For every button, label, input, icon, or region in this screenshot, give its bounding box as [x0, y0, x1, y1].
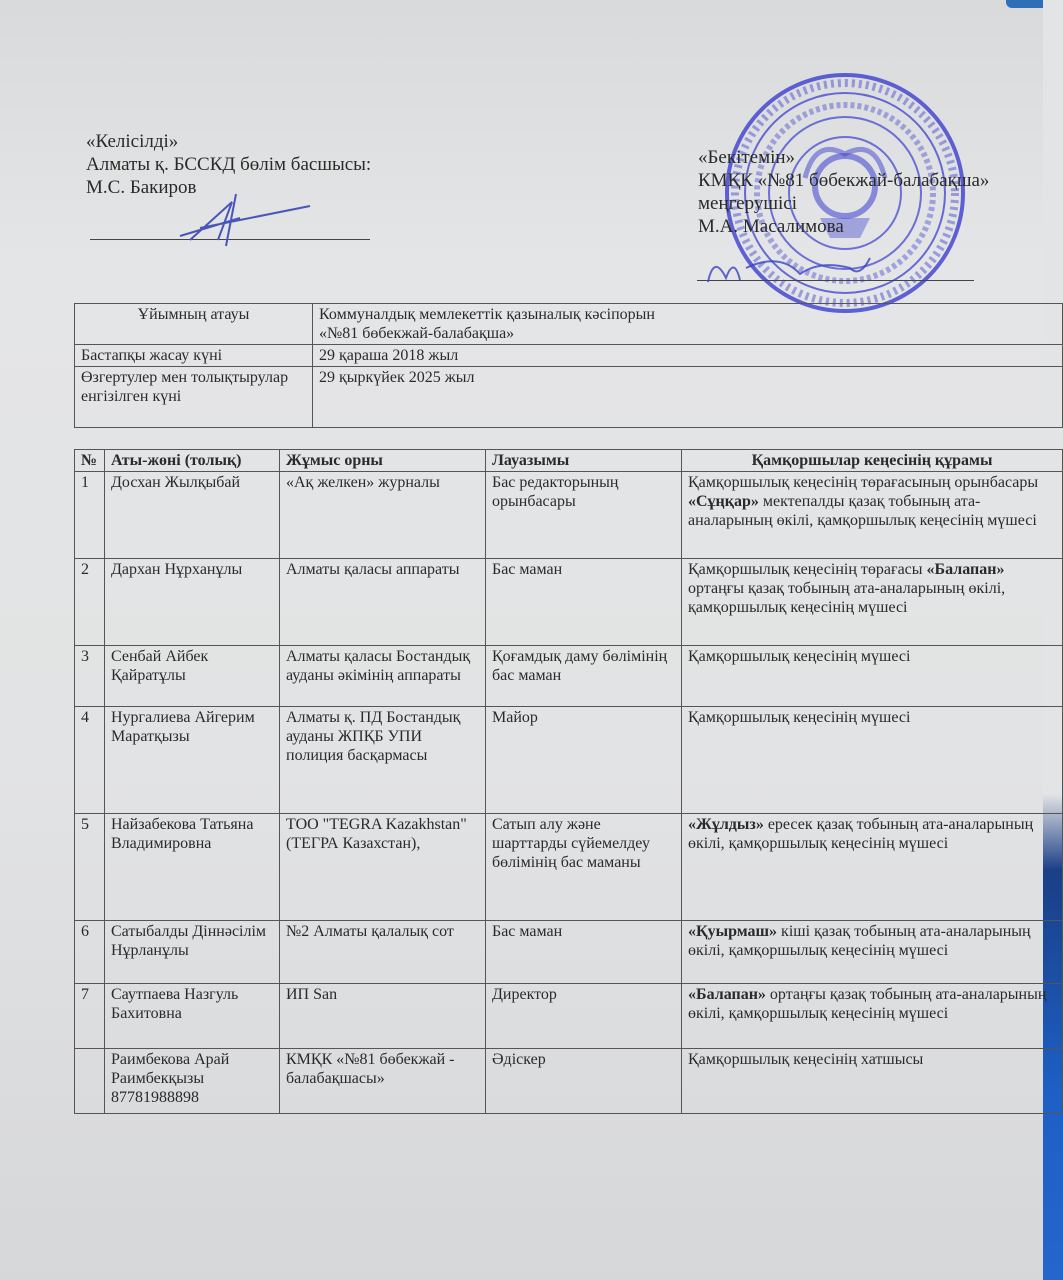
member-number: 4 — [75, 707, 105, 814]
member-workplace: №2 Алматы қалалық сот — [280, 921, 486, 984]
member-board-role — [682, 707, 1063, 814]
table-row — [75, 921, 1063, 984]
organization-info-table — [74, 303, 1063, 428]
member-workplace: Алматы қ. ПД Бостандық ауданы ЖПҚБ УПИ полиция басқармасы — [280, 707, 486, 814]
member-position: Бас маман — [486, 559, 682, 646]
member-position: Директор — [486, 984, 682, 1049]
member-name: Раимбекова Арай Раимбекқызы 87781988898 — [105, 1049, 280, 1114]
role-text: кіші қазақ тобының ата-аналарының өкілі, қамқоршылық кеңесінің мүшесі — [688, 923, 1031, 959]
member-name: Нургалиева Айгерим Маратқызы — [105, 707, 280, 814]
member-number: 2 — [75, 559, 105, 646]
member-workplace: ТОО "TEGRA Kazakhstan" (ТЕГРА Казахстан), — [280, 814, 486, 921]
table-row — [75, 367, 1063, 428]
role-text: ересек қазақ тобының ата-аналарының өкілі, қамқоршылық кеңесінің мүшесі — [688, 816, 1034, 852]
role-bold-middle: «Сұңқар» — [688, 493, 759, 510]
changed-value: 29 қыркүйек 2025 жыл — [313, 367, 1063, 428]
member-workplace: ИП San — [280, 984, 486, 1049]
member-name: Сенбай Айбек Қайратұлы — [105, 646, 280, 707]
table-row — [75, 646, 1063, 707]
member-position: Бас маман — [486, 921, 682, 984]
role-prefix: Қамқоршылық кеңесінің төрағасының орынбасары — [688, 474, 1039, 491]
role-bold-prefix: «Балапан» — [688, 986, 766, 1003]
member-number — [75, 1049, 105, 1114]
member-workplace: КМҚК «№81 бөбекжай - балабақшасы» — [280, 1049, 486, 1114]
role-text: ортаңғы қазақ тобының ата-аналарының өкілі, қамқоршылық кеңесінің мүшесі — [688, 986, 1047, 1022]
member-board-role — [682, 472, 1063, 559]
created-label: Бастапқы жасау күні — [75, 345, 313, 367]
table-row — [75, 304, 1063, 345]
org-value — [313, 304, 1063, 345]
member-position: Қоғамдық даму бөлімінің бас маман — [486, 646, 682, 707]
table-header-row — [75, 450, 1063, 472]
table-row — [75, 707, 1063, 814]
members-table-body — [75, 472, 1063, 1114]
role-text: ортаңғы қазақ тобының ата-аналарының өкілі, қамқоршылық кеңесінің мүшесі — [688, 580, 1006, 616]
approval-right-title: «Бекітемін» — [698, 147, 796, 168]
member-name: Дархан Нұрханұлы — [105, 559, 280, 646]
table-row — [75, 559, 1063, 646]
member-position: Сатып алу және шарттарды сүйемелдеу бөлімінің бас маманы — [486, 814, 682, 921]
member-board-role — [682, 1049, 1063, 1114]
approval-right-name: М.А. Масалимова — [698, 216, 844, 237]
member-name: Саутпаева Назгуль Бахитовна — [105, 984, 280, 1049]
member-number: 1 — [75, 472, 105, 559]
role-bold-middle: «Балапан» — [926, 561, 1005, 578]
member-name: Сатыбалды Діннәсілім Нұрланұлы — [105, 921, 280, 984]
org-label: Ұйымның атауы — [75, 304, 313, 345]
role-prefix: Қамқоршылық кеңесінің төрағасы — [688, 561, 927, 578]
role-text: Қамқоршылық кеңесінің хатшысы — [688, 1051, 924, 1068]
approval-right-organization: КМҚК «№81 бөбекжай-балабақша» — [698, 170, 990, 191]
member-board-role — [682, 984, 1063, 1049]
approval-left-title: «Келісілді» — [86, 131, 179, 152]
member-board-role — [682, 646, 1063, 707]
role-text: Қамқоршылық кеңесінің мүшесі — [688, 709, 911, 726]
header-number: № — [75, 450, 105, 472]
changed-label: Өзгертулер мен толықтырулар енгізілген күні — [75, 367, 313, 428]
member-position: Бас редакторының орынбасары — [486, 472, 682, 559]
table-row — [75, 984, 1063, 1049]
role-bold-prefix: «Жұлдыз» — [688, 816, 764, 833]
signature-right-icon — [700, 248, 880, 288]
table-row — [75, 814, 1063, 921]
member-workplace: Алматы қаласы аппараты — [280, 559, 486, 646]
approval-left-name: М.С. Бакиров — [86, 177, 197, 198]
header-position: Лауазымы — [486, 450, 682, 472]
role-bold-prefix: «Қуырмаш» — [688, 923, 778, 940]
approval-right-position: меңгерушісі — [698, 193, 797, 214]
member-workplace: «Ақ желкен» журналы — [280, 472, 486, 559]
role-text: Қамқоршылық кеңесінің мүшесі — [688, 648, 911, 665]
member-name: Найзабекова Татьяна Владимировна — [105, 814, 280, 921]
header-board-role: Қамқоршылар кеңесінің құрамы — [682, 450, 1063, 472]
board-members-table — [74, 449, 1063, 1114]
table-row — [75, 345, 1063, 367]
approval-block-right — [698, 146, 989, 238]
member-name: Досхан Жылқыбай — [105, 472, 280, 559]
member-position: Майор — [486, 707, 682, 814]
member-board-role — [682, 559, 1063, 646]
signature-left-icon — [170, 188, 320, 248]
org-value-line2: «№81 бөбекжай-балабақша» — [319, 325, 515, 342]
table-row — [75, 1049, 1063, 1114]
header-full-name: Аты-жөні (толық) — [105, 450, 280, 472]
member-number: 7 — [75, 984, 105, 1049]
role-text: мектепалды қазақ тобының ата-аналарының өкілі, қамқоршылық кеңесінің мүшесі — [688, 493, 1037, 529]
member-board-role — [682, 921, 1063, 984]
approval-left-position: Алматы қ. БССКД бөлім басшысы: — [86, 154, 372, 175]
member-workplace: Алматы қаласы Бостандық ауданы әкімінің аппараты — [280, 646, 486, 707]
header-workplace: Жұмыс орны — [280, 450, 486, 472]
member-position: Әдіскер — [486, 1049, 682, 1114]
org-value-line1: Коммуналдық мемлекеттік қазыналық кәсіпорын — [319, 306, 655, 323]
member-board-role — [682, 814, 1063, 921]
member-number: 6 — [75, 921, 105, 984]
member-number: 3 — [75, 646, 105, 707]
created-value: 29 қараша 2018 жыл — [313, 345, 1063, 367]
member-number: 5 — [75, 814, 105, 921]
table-row — [75, 472, 1063, 559]
